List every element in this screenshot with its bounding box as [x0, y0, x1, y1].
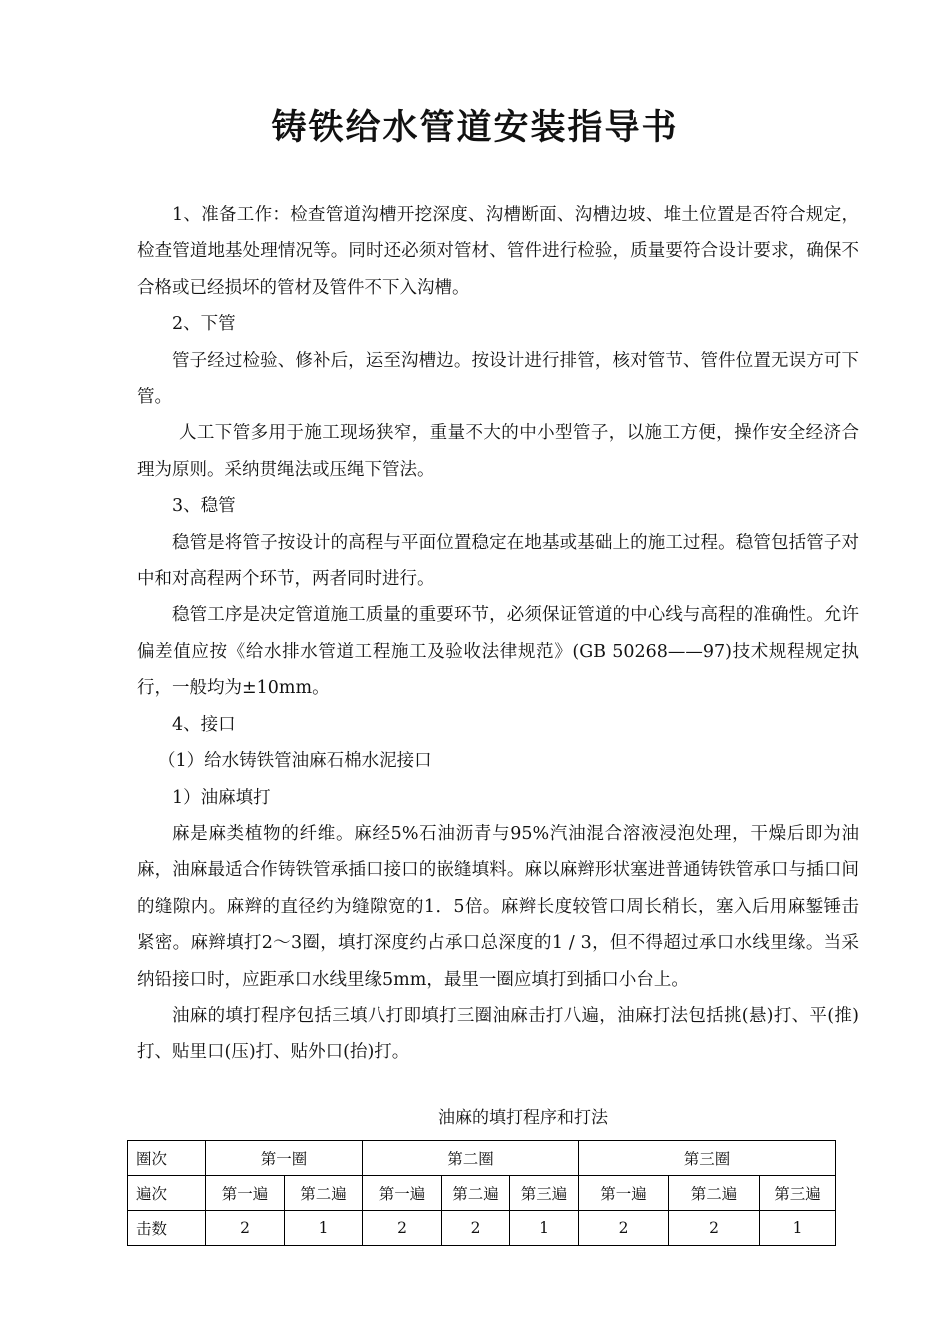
hits-cell: 1 — [510, 1211, 579, 1246]
pass-cell: 第二遍 — [442, 1176, 510, 1211]
document-body — [137, 197, 859, 1071]
document-title: 铸铁给水管道安装指导书 — [271, 107, 679, 148]
paragraph: 稳管工序是决定管道施工质量的重要环节，必须保证管道的中心线与高程的准确性。允许偏差值应按《给水排水管道工程施工及验收法律规范》(GB 50268——97)技术规程规定执行，一般均为±10mm。 — [137, 605, 859, 699]
table-caption: 油麻的填打程序和打法 — [438, 1108, 608, 1128]
round-2-header: 第二圈 — [363, 1141, 579, 1176]
paragraph: 油麻的填打程序包括三填八打即填打三圈油麻击打八遍，油麻打法包括挑(悬)打、平(推)打、贴里口(压)打、贴外口(抬)打。 — [137, 1005, 859, 1063]
pass-cell: 第三遍 — [510, 1176, 579, 1211]
paragraph: 人工下管多用于施工现场狭窄，重量不大的中小型管子，以施工方便，操作安全经济合理为原则。采纳贯绳法或压绳下管法。 — [137, 423, 859, 480]
paragraph: 稳管是将管子按设计的高程与平面位置稳定在地基或基础上的施工过程。稳管包括管子对中和对高程两个环节，两者同时进行。 — [137, 532, 859, 590]
pass-cell: 第二遍 — [669, 1176, 760, 1211]
hemp-filling-table — [127, 1140, 836, 1246]
pass-cell: 第三遍 — [760, 1176, 836, 1211]
hits-cell: 2 — [363, 1211, 442, 1246]
pass-cell: 第一遍 — [363, 1176, 442, 1211]
paragraph: 4、接口 — [172, 714, 236, 735]
pass-cell: 第一遍 — [579, 1176, 669, 1211]
pass-cell: 第二遍 — [285, 1176, 363, 1211]
round-1-header: 第一圈 — [206, 1141, 363, 1176]
table-row — [128, 1211, 836, 1246]
paragraph: 3、稳管 — [172, 496, 236, 517]
row-header-pass: 遍次 — [128, 1176, 206, 1211]
paragraph: 1）油麻填打 — [172, 787, 271, 808]
paragraph: 麻是麻类植物的纤维。麻经5%石油沥青与95%汽油混合溶液浸泡处理，干燥后即为油麻，油麻最适合作铸铁管承插口接口的嵌缝填料。麻以麻辫形状塞进普通铸铁管承口与插口间的缝隙内。麻辫的直径约为缝隙宽的1．5倍。麻辫长度较管口周长稍长，塞入后用麻錾锤击紧密。麻辫填打2～3圈，填打深度约占承口总深度的1 / 3，但不得超过承口水线里缘。当采纳铅接口时，应距承口水线里缘5mm，最里一圈应填打到插口小台上。 — [137, 823, 859, 990]
hits-cell: 2 — [669, 1211, 760, 1246]
hits-cell: 1 — [285, 1211, 363, 1246]
row-header-hits: 击数 — [128, 1211, 206, 1246]
paragraph: 2、下管 — [172, 314, 236, 335]
hits-cell: 1 — [760, 1211, 836, 1246]
table-row — [128, 1176, 836, 1211]
table-row — [128, 1141, 836, 1176]
pass-cell: 第一遍 — [206, 1176, 285, 1211]
paragraph: 1、准备工作：检查管道沟槽开挖深度、沟槽断面、沟槽边坡、堆土位置是否符合规定，检查管道地基处理情况等。同时还必须对管材、管件进行检验，质量要符合设计要求，确保不合格或已经损坏的管材及管件不下入沟槽。 — [137, 205, 859, 298]
hits-cell: 2 — [579, 1211, 669, 1246]
paragraph: 管子经过检验、修补后，运至沟槽边。按设计进行排管，核对管节、管件位置无误方可下管。 — [137, 350, 859, 408]
hits-cell: 2 — [442, 1211, 510, 1246]
round-3-header: 第三圈 — [579, 1141, 836, 1176]
paragraph: （1）给水铸铁管油麻石棉水泥接口 — [158, 751, 432, 772]
hits-cell: 2 — [206, 1211, 285, 1246]
row-header-round: 圈次 — [128, 1141, 206, 1176]
